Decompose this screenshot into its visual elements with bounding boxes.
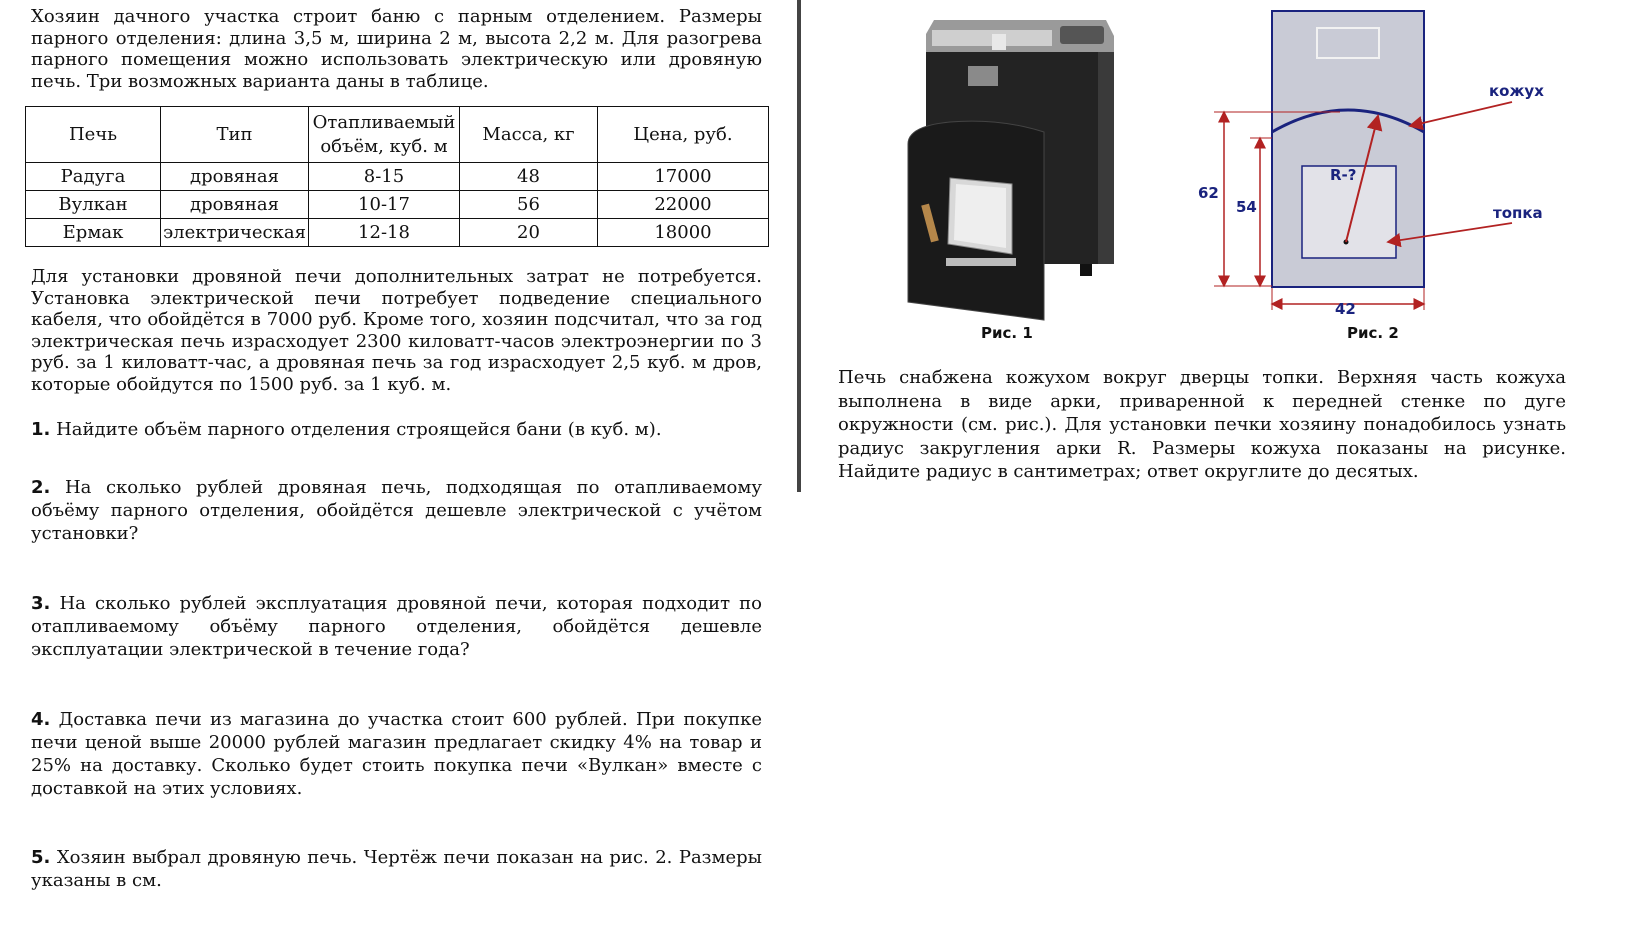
header-price: Цена, руб. [598,107,769,163]
cell-volume: 10-17 [309,191,460,219]
setup-paragraph: Для установки дровяной печи дополнительных затрат не потребуется. Установка электрической печи потребует подведение специального кабеля, что обойдётся в 7000 руб. Кроме того, хозяин подсчитал, что за год электрическая печь израсходует 2300 киловатт-часов электроэнергии по 3 руб. за 1 киловатт-час, а дровяная печь за год израсходует 2,5 куб. м дров, которые обойдутся по 1500 руб. за 1 куб. м. [31,266,762,395]
stove-leg [1080,264,1092,276]
question-1 [31,418,762,441]
label-casing: кожух [1489,82,1544,100]
question-number: 3. [31,593,51,614]
header-volume [309,107,460,163]
stove-glass-highlight [954,184,1006,248]
stove-photo [900,8,1140,324]
header-type: Тип [161,107,309,163]
cell-mass: 48 [460,163,598,191]
header-mass: Масса, кг [460,107,598,163]
stove-chimney-opening [1060,26,1104,44]
cell-type: электрическая [161,219,309,247]
cell-price: 18000 [598,219,769,247]
header-volume-line1: Отапливаемый [312,111,456,133]
question-text: Хозяин выбрал дровяную печь. Чертёж печи показан на рис. 2. Размеры указаны в см. [31,847,762,891]
cell-price: 22000 [598,191,769,219]
question-number: 2. [31,477,51,498]
header-volume-line2: объём, куб. м [320,135,448,157]
question-text: Доставка печи из магазина до участка стоит 600 рублей. При покупке печи ценой выше 20000 рублей магазин предлагает скидку 4% на товар и 25% на доставку. Сколько будет стоить покупка печи «Вулкан» вместе с доставкой на этих условиях. [31,709,762,799]
question-text: Найдите объём парного отделения строящейся бани (в куб. м). [56,419,662,440]
table-row [26,191,769,219]
label-dim-54: 54 [1236,198,1257,216]
question-5 [31,846,762,892]
figure-1-caption: Рис. 1 [981,324,1033,342]
cell-mass: 20 [460,219,598,247]
header-oven: Печь [26,107,161,163]
question-2 [31,476,762,545]
oven-table [25,106,769,247]
question-4 [31,708,762,800]
label-firebox: топка [1493,204,1543,222]
table-row [26,219,769,247]
label-dim-62: 62 [1198,184,1219,202]
question-3 [31,592,762,661]
cell-volume: 8-15 [309,163,460,191]
question-text: На сколько рублей эксплуатация дровяной печи, которая подходит по отапливаемому объёму парного отделения, обойдётся дешевле эксплуатации электрической в течение года? [31,593,762,660]
cell-mass: 56 [460,191,598,219]
casing-leader [1410,102,1512,126]
stove-handle [992,34,1006,50]
stove-drawing [1190,8,1590,328]
cell-price: 17000 [598,163,769,191]
stove-badge [968,66,998,86]
cell-type: дровяная [161,191,309,219]
stove-side [1098,52,1114,264]
intro-paragraph: Хозяин дачного участка строит баню с парным отделением. Размеры парного отделения: длина 3,5 м, ширина 2 м, высота 2,2 м. Для разогрева парного помещения можно использовать электрическую или дровяную печь. Три возможных варианта даны в таблице. [31,6,762,92]
figure-2-caption: Рис. 2 [1347,324,1399,342]
right-paragraph: Печь снабжена кожухом вокруг дверцы топки. Верхняя часть кожуха выполнена в виде арки, приваренной к передней стенке по дуге окружности (см. рис.). Для установки печки хозяину понадобилось узнать радиус закругления арки R. Размеры кожуха показаны на рисунке. Найдите радиус в сантиметрах; ответ округлите до десятых. [838,367,1566,482]
cell-type: дровяная [161,163,309,191]
label-radius: R-? [1330,166,1357,184]
cell-oven: Радуга [26,163,161,191]
label-dim-42: 42 [1335,300,1356,318]
cell-oven: Ермак [26,219,161,247]
question-text: На сколько рублей дровяная печь, подходящая по отапливаемому объёму парного отделения, обойдётся дешевле электрической с учётом установки? [31,477,762,544]
question-number: 4. [31,709,51,730]
cell-volume: 12-18 [309,219,460,247]
cell-oven: Вулкан [26,191,161,219]
stove-ash-slot [946,258,1016,266]
question-number: 1. [31,419,51,440]
table-row [26,163,769,191]
table-header-row [26,107,769,163]
question-number: 5. [31,847,51,868]
column-divider [797,0,801,492]
